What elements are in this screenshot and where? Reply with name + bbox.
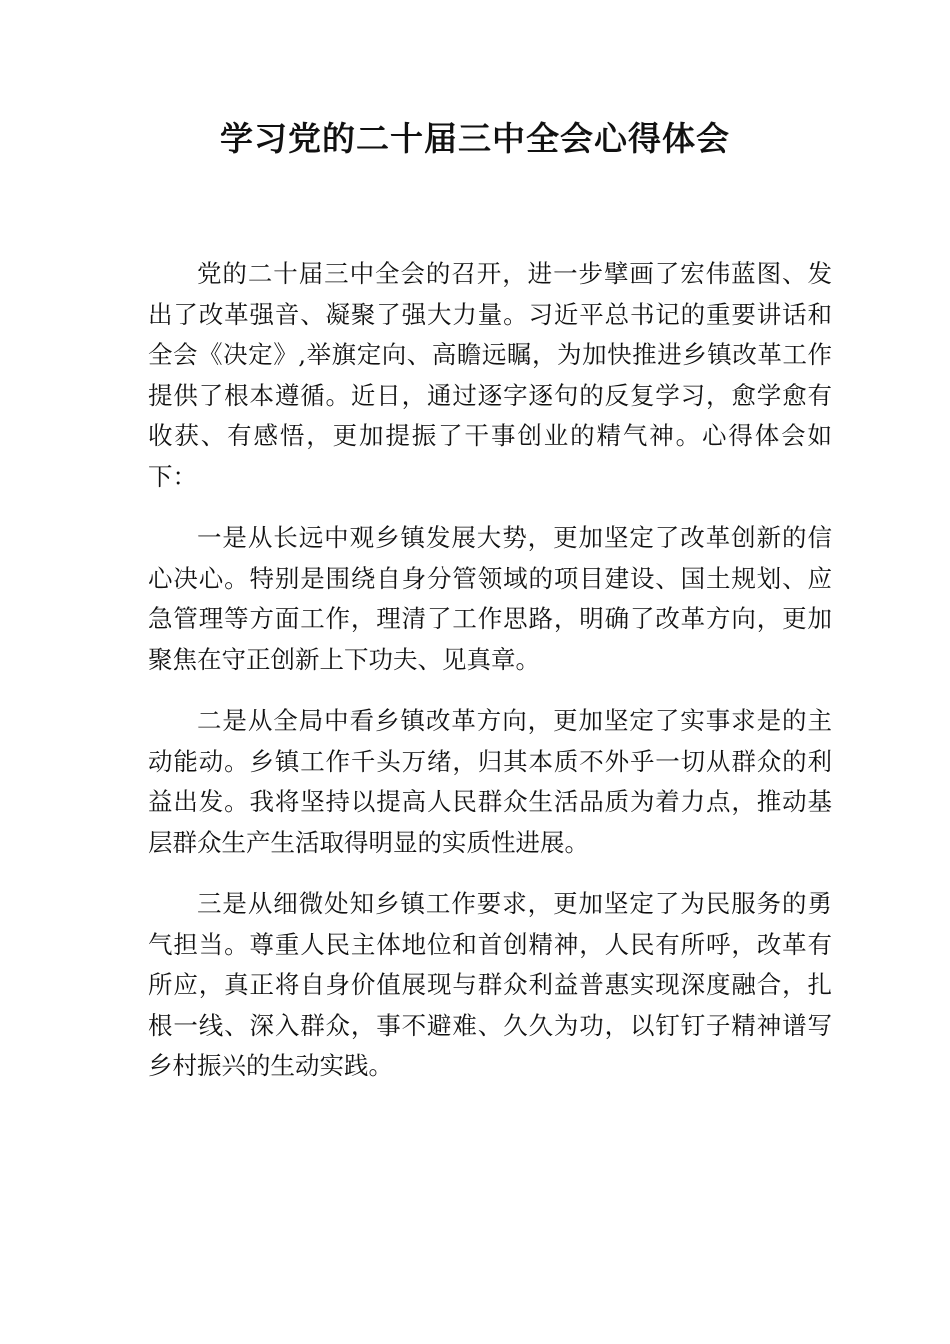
paragraph-intro: 党的二十届三中全会的召开，进一步擘画了宏伟蓝图、发出了改革强音、凝聚了强大力量。习近平总书记的重要讲话和全会《决定》,举旗定向、高瞻远瞩，为加快推进乡镇改革工作提供了根本遵循。近日，通过逐字逐句的反复学习，愈学愈有收获、有感悟，更加提振了干事创业的精气神。心得体会如下： (148, 259, 832, 491)
page-title: 学习党的二十届三中全会心得体会 (220, 119, 730, 158)
document-body (148, 254, 832, 1108)
paragraph-point-two: 二是从全局中看乡镇改革方向，更加坚定了实事求是的主动能动。乡镇工作千头万绪，归其本质不外乎一切从群众的利益出发。我将坚持以提高人民群众生活品质为着力点，推动基层群众生产生活取得明显的实质性进展。 (148, 706, 832, 857)
paragraph-point-three: 三是从细微处知乡镇工作要求，更加坚定了为民服务的勇气担当。尊重人民主体地位和首创精神，人民有所呼，改革有所应，真正将自身价值展现与群众利益普惠实现深度融合，扎根一线、深入群众，事不避难、久久为功，以钉钉子精神谱写乡村振兴的生动实践。 (148, 889, 832, 1080)
paragraph-point-one: 一是从长远中观乡镇发展大势，更加坚定了改革创新的信心决心。特别是围绕自身分管领域的项目建设、国土规划、应急管理等方面工作，理清了工作思路，明确了改革方向，更加聚焦在守正创新上下功夫、见真章。 (148, 523, 832, 674)
